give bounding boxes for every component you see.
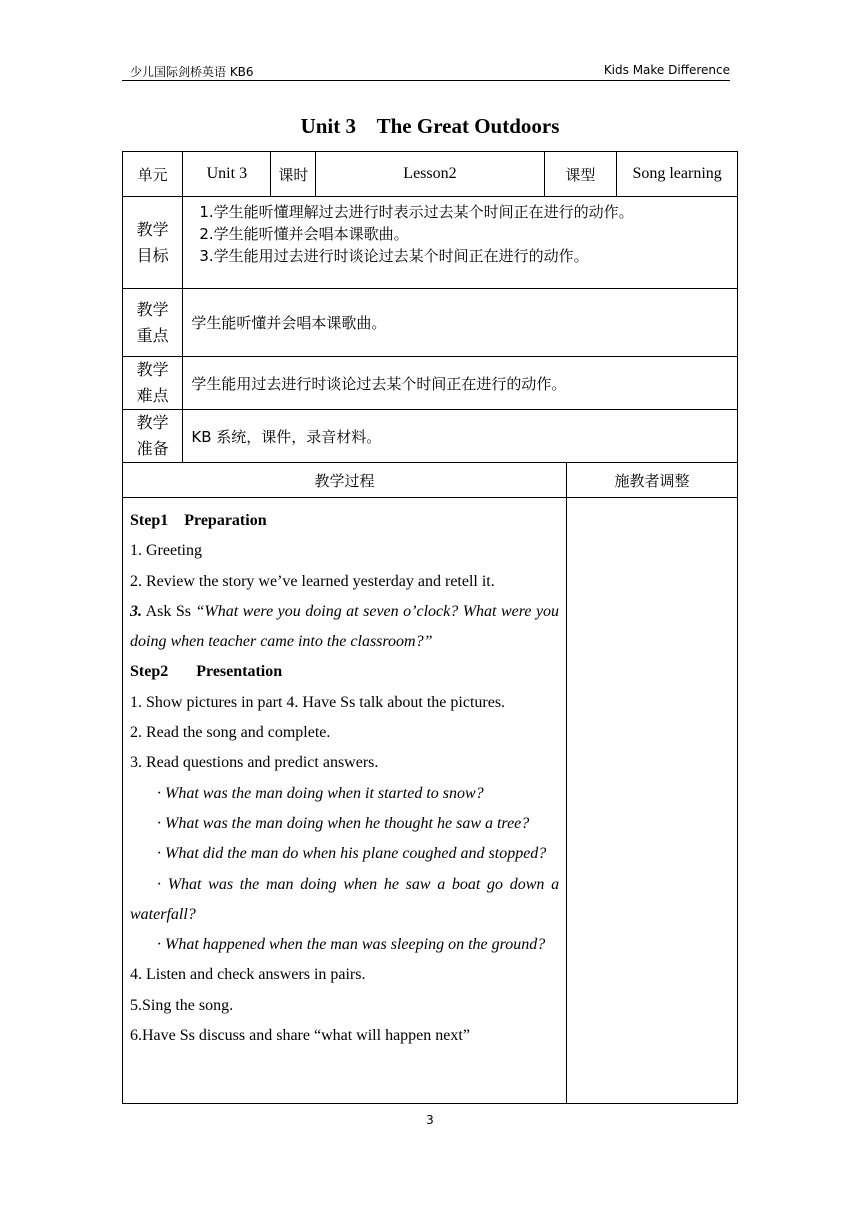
process-content: [123, 498, 567, 1104]
preparation-text: KB 系统，课件，录音材料。: [183, 410, 738, 463]
objective-item: 1.学生能听懂理解过去进行时表示过去某个时间正在进行的动作。: [199, 203, 634, 221]
page-title: Unit 3 The Great Outdoors: [300, 114, 560, 138]
adjustment-column: [567, 498, 738, 1104]
objectives-list: [183, 197, 738, 289]
question-item: · What was the man doing when he saw a boat go down a waterfall?: [130, 875, 560, 923]
objectives-label-line2: 目标: [136, 245, 169, 265]
process-row: [123, 498, 738, 1104]
key-points-label-line1: 教学: [136, 299, 169, 319]
objectives-label-line1: 教学: [136, 219, 169, 239]
adjustment-header: 施教者调整: [567, 463, 738, 498]
preparation-row: [123, 410, 738, 463]
difficulties-label-line1: 教学: [136, 360, 169, 379]
difficulties-label: [123, 357, 183, 410]
type-label: 课型: [544, 152, 617, 197]
difficulties-label-line2: 难点: [136, 386, 169, 405]
step2-item: 4. Listen and check answers in pairs.: [130, 966, 366, 984]
step1-item: 1. Greeting: [130, 542, 202, 560]
step1-item3-quote: “What were you doing at seven o’clock? What were you doing when teacher came into the classroom?”: [130, 602, 560, 651]
step2-item: 1. Show pictures in part 4. Have Ss talk about the pictures.: [130, 693, 506, 711]
difficulties-text: 学生能用过去进行时谈论过去某个时间正在进行的动作。: [183, 357, 738, 410]
header-course-name: 少儿国际剑桥英语 KB6: [130, 65, 254, 79]
objectives-row: [123, 197, 738, 289]
step2-item: 5.Sing the song.: [130, 996, 234, 1014]
unit-label: 单元: [123, 152, 183, 197]
process-header-row: [123, 463, 738, 498]
objectives-label: [123, 197, 183, 289]
process-header: 教学过程: [123, 463, 567, 498]
step1-item: 2. Review the story we’ve learned yesterday and retell it.: [130, 572, 495, 590]
preparation-label: [123, 410, 183, 463]
unit-value: Unit 3: [183, 152, 271, 197]
step1-item-3: [130, 597, 559, 658]
question-item: · What happened when the man was sleeping on the ground?: [157, 936, 546, 954]
key-points-label-line2: 重点: [136, 325, 169, 345]
lesson-plan-table: [122, 151, 738, 1104]
page-header: [122, 60, 730, 81]
type-value: Song learning: [617, 152, 738, 197]
question-item: · What was the man doing when it started to snow?: [157, 784, 484, 802]
step2-item: 3. Read questions and predict answers.: [130, 754, 379, 772]
info-row: [123, 152, 738, 197]
step1-item3-number: 3.: [130, 602, 142, 620]
step2-item: 6.Have Ss discuss and share “what will happen next”: [130, 1027, 470, 1045]
step2-title: Step2 Presentation: [130, 663, 283, 681]
question-item: · What did the man do when his plane coughed and stopped?: [157, 845, 547, 863]
objective-item: 2.学生能听懂并会唱本课歌曲。: [199, 225, 409, 243]
preparation-label-line2: 准备: [136, 439, 169, 458]
key-points-label: [123, 289, 183, 357]
header-slogan: Kids Make Difference: [603, 63, 730, 77]
lesson-label: 课时: [271, 152, 316, 197]
key-points-text: 学生能听懂并会唱本课歌曲。: [183, 289, 738, 357]
step1-item3-text: Ask Ss: [142, 602, 196, 620]
preparation-label-line1: 教学: [136, 413, 169, 432]
difficulties-row: [123, 357, 738, 410]
step1-title: Step1 Preparation: [130, 512, 267, 529]
objective-item: 3.学生能用过去进行时谈论过去某个时间正在进行的动作。: [199, 247, 589, 265]
page-number: 3: [426, 1113, 434, 1127]
question-item: · What was the man doing when he thought he saw a tree?: [157, 814, 530, 832]
key-points-row: [123, 289, 738, 357]
step2-item: 2. Read the song and complete.: [130, 724, 331, 742]
lesson-value: Lesson2: [316, 152, 544, 197]
